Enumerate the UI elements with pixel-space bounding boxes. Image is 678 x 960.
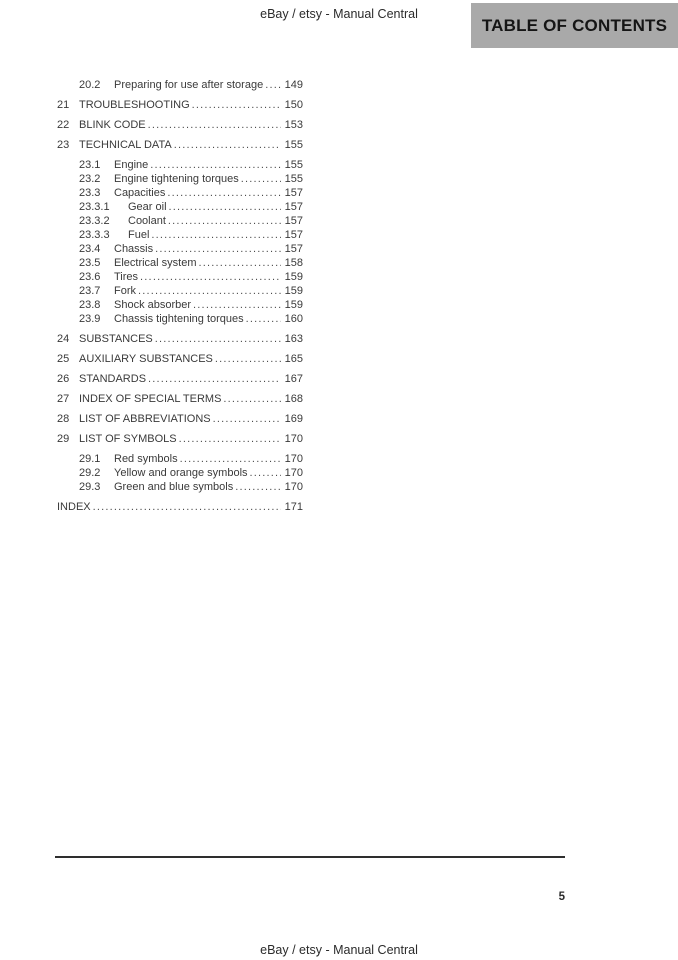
toc-entry-number: 29.2 (79, 467, 101, 479)
toc-dot-leader (215, 352, 281, 366)
toc-dot-leader (155, 332, 281, 346)
toc-dot-leader (148, 118, 281, 132)
toc-dot-leader (150, 158, 281, 172)
toc-entry-label: BLINK CODE (79, 119, 146, 131)
toc-entry (57, 270, 303, 284)
toc-dot-leader (167, 186, 281, 200)
toc-entry-number: 23.3 (79, 187, 101, 199)
toc-entry-number: 28 (57, 413, 70, 425)
toc-entry-number: 25 (57, 353, 70, 365)
toc-entry (57, 78, 303, 92)
toc-entry-label: Tires (114, 271, 139, 283)
toc-entry-label: Preparing for use after storage (114, 79, 264, 91)
toc-entry (57, 118, 303, 132)
toc-entry-label: Chassis (114, 243, 154, 255)
toc-dot-leader (151, 228, 281, 242)
toc-entry-label: AUXILIARY SUBSTANCES (79, 353, 213, 365)
toc-dot-leader (246, 312, 281, 326)
toc-entry-label: Engine (114, 159, 149, 171)
toc-entry (57, 372, 303, 386)
toc-entry-page: 160 (284, 313, 303, 325)
toc-entry-label: Green and blue symbols (114, 481, 234, 493)
toc-entry (57, 200, 303, 214)
toc-dot-leader (265, 78, 281, 92)
toc-entry (57, 352, 303, 366)
toc-entry-page: 168 (284, 393, 303, 405)
toc-entry (57, 214, 303, 228)
toc-dot-leader (179, 432, 281, 446)
toc-entry-number: 23.3.2 (79, 215, 110, 227)
toc-entry (57, 432, 303, 446)
toc-entry-label: Electrical system (114, 257, 197, 269)
toc-entry-label: STANDARDS (79, 373, 147, 385)
toc-entry-number: 23.2 (79, 173, 101, 185)
toc-entry-number: 23.5 (79, 257, 101, 269)
toc-entry-number: 23.7 (79, 285, 101, 297)
toc-entry-page: 159 (284, 299, 303, 311)
toc-entry-number: 22 (57, 119, 70, 131)
toc-entry-number: 23.1 (79, 159, 101, 171)
toc-entry-page: 157 (284, 201, 303, 213)
toc-entry (57, 138, 303, 152)
toc-entry-label: Capacities (114, 187, 166, 199)
toc-entry (57, 312, 303, 326)
toc-dot-leader (140, 270, 281, 284)
toc-dot-leader (93, 500, 281, 514)
toc-entry-number: 23 (57, 139, 70, 151)
toc-entry-page: 165 (284, 353, 303, 365)
toc-dot-leader (155, 242, 281, 256)
toc-list (57, 78, 303, 514)
toc-entry (57, 332, 303, 346)
toc-entry-number: 23.3.1 (79, 201, 110, 213)
toc-entry-label: TROUBLESHOOTING (79, 99, 190, 111)
toc-entry-label: LIST OF SYMBOLS (79, 433, 177, 445)
toc-entry-page: 157 (284, 243, 303, 255)
toc-dot-leader (180, 452, 281, 466)
toc-entry-page: 158 (284, 257, 303, 269)
toc-entry-page: 167 (284, 373, 303, 385)
toc-entry-label: Shock absorber (114, 299, 192, 311)
toc-entry-label: SUBSTANCES (79, 333, 153, 345)
footer-page-number: 5 (558, 891, 565, 903)
toc-entry (57, 158, 303, 172)
toc-entry-label: TECHNICAL DATA (79, 139, 172, 151)
toc-entry-page: 155 (284, 139, 303, 151)
toc-dot-leader (235, 480, 281, 494)
toc-entry-label: Coolant (128, 215, 166, 227)
toc-entry-page: 170 (284, 467, 303, 479)
toc-dot-leader (213, 412, 281, 426)
toc-entry (57, 98, 303, 112)
toc-entry-page: 159 (284, 285, 303, 297)
section-banner (471, 3, 678, 48)
toc-entry-page: 155 (284, 159, 303, 171)
toc-entry (57, 500, 303, 514)
toc-dot-leader (138, 284, 281, 298)
toc-entry-number: 23.4 (79, 243, 101, 255)
toc-dot-leader (193, 298, 281, 312)
toc-entry-label: Engine tightening torques (114, 173, 239, 185)
toc-dot-leader (168, 214, 281, 228)
toc-dot-leader (192, 98, 281, 112)
toc-entry-page: 159 (284, 271, 303, 283)
toc-entry (57, 412, 303, 426)
toc-entry-label: Red symbols (114, 453, 178, 465)
toc-entry (57, 228, 303, 242)
toc-entry-page: 170 (284, 433, 303, 445)
toc-entry-label: Gear oil (128, 201, 167, 213)
toc-entry (57, 452, 303, 466)
toc-entry-label: Fork (114, 285, 136, 297)
toc-entry-number: 29.1 (79, 453, 101, 465)
toc-dot-leader (223, 392, 281, 406)
toc-entry-number: 23.9 (79, 313, 101, 325)
toc-entry-page: 163 (284, 333, 303, 345)
toc-entry-label: Fuel (128, 229, 150, 241)
toc-entry (57, 186, 303, 200)
toc-entry (57, 256, 303, 270)
toc-entry-number: 23.3.3 (79, 229, 110, 241)
toc-entry-page: 157 (284, 229, 303, 241)
toc-entry-page: 149 (284, 79, 303, 91)
toc-dot-leader (199, 256, 281, 270)
toc-dot-leader (241, 172, 281, 186)
toc-entry (57, 284, 303, 298)
toc-entry-number: 29.3 (79, 481, 101, 493)
toc-entry (57, 298, 303, 312)
toc-entry-label: LIST OF ABBREVIATIONS (79, 413, 211, 425)
toc-entry (57, 480, 303, 494)
toc-entry-page: 170 (284, 481, 303, 493)
footer-rule (55, 856, 565, 858)
toc-entry-label: Yellow and orange symbols (114, 467, 248, 479)
toc-entry (57, 172, 303, 186)
toc-entry-page: 157 (284, 187, 303, 199)
toc-dot-leader (169, 200, 281, 214)
toc-entry-number: 20.2 (79, 79, 101, 91)
toc-entry-number: 29 (57, 433, 70, 445)
toc-dot-leader (148, 372, 281, 386)
toc-entry-page: 153 (284, 119, 303, 131)
header-doc-title: eBay / etsy - Manual Central (260, 7, 418, 21)
toc-entry-label: Chassis tightening torques (114, 313, 244, 325)
toc-entry-number: 23.6 (79, 271, 101, 283)
toc-entry-number: 24 (57, 333, 70, 345)
toc-entry-page: 157 (284, 215, 303, 227)
toc-dot-leader (174, 138, 281, 152)
toc-entry-page: 169 (284, 413, 303, 425)
toc-dot-leader (250, 466, 281, 480)
toc-entry-number: 26 (57, 373, 70, 385)
toc-entry-number: 21 (57, 99, 70, 111)
section-banner-label: TABLE OF CONTENTS (481, 15, 668, 35)
toc-entry (57, 392, 303, 406)
toc-entry-page: 171 (284, 501, 303, 513)
toc-entry-label: INDEX (57, 501, 91, 513)
toc-entry (57, 466, 303, 480)
toc-entry-page: 155 (284, 173, 303, 185)
toc-entry-page: 150 (284, 99, 303, 111)
toc-entry-number: 27 (57, 393, 70, 405)
toc-entry-number: 23.8 (79, 299, 101, 311)
toc-entry-label: INDEX OF SPECIAL TERMS (79, 393, 222, 405)
toc-entry-page: 170 (284, 453, 303, 465)
toc-entry (57, 242, 303, 256)
footer-doc-title: eBay / etsy - Manual Central (260, 943, 418, 957)
